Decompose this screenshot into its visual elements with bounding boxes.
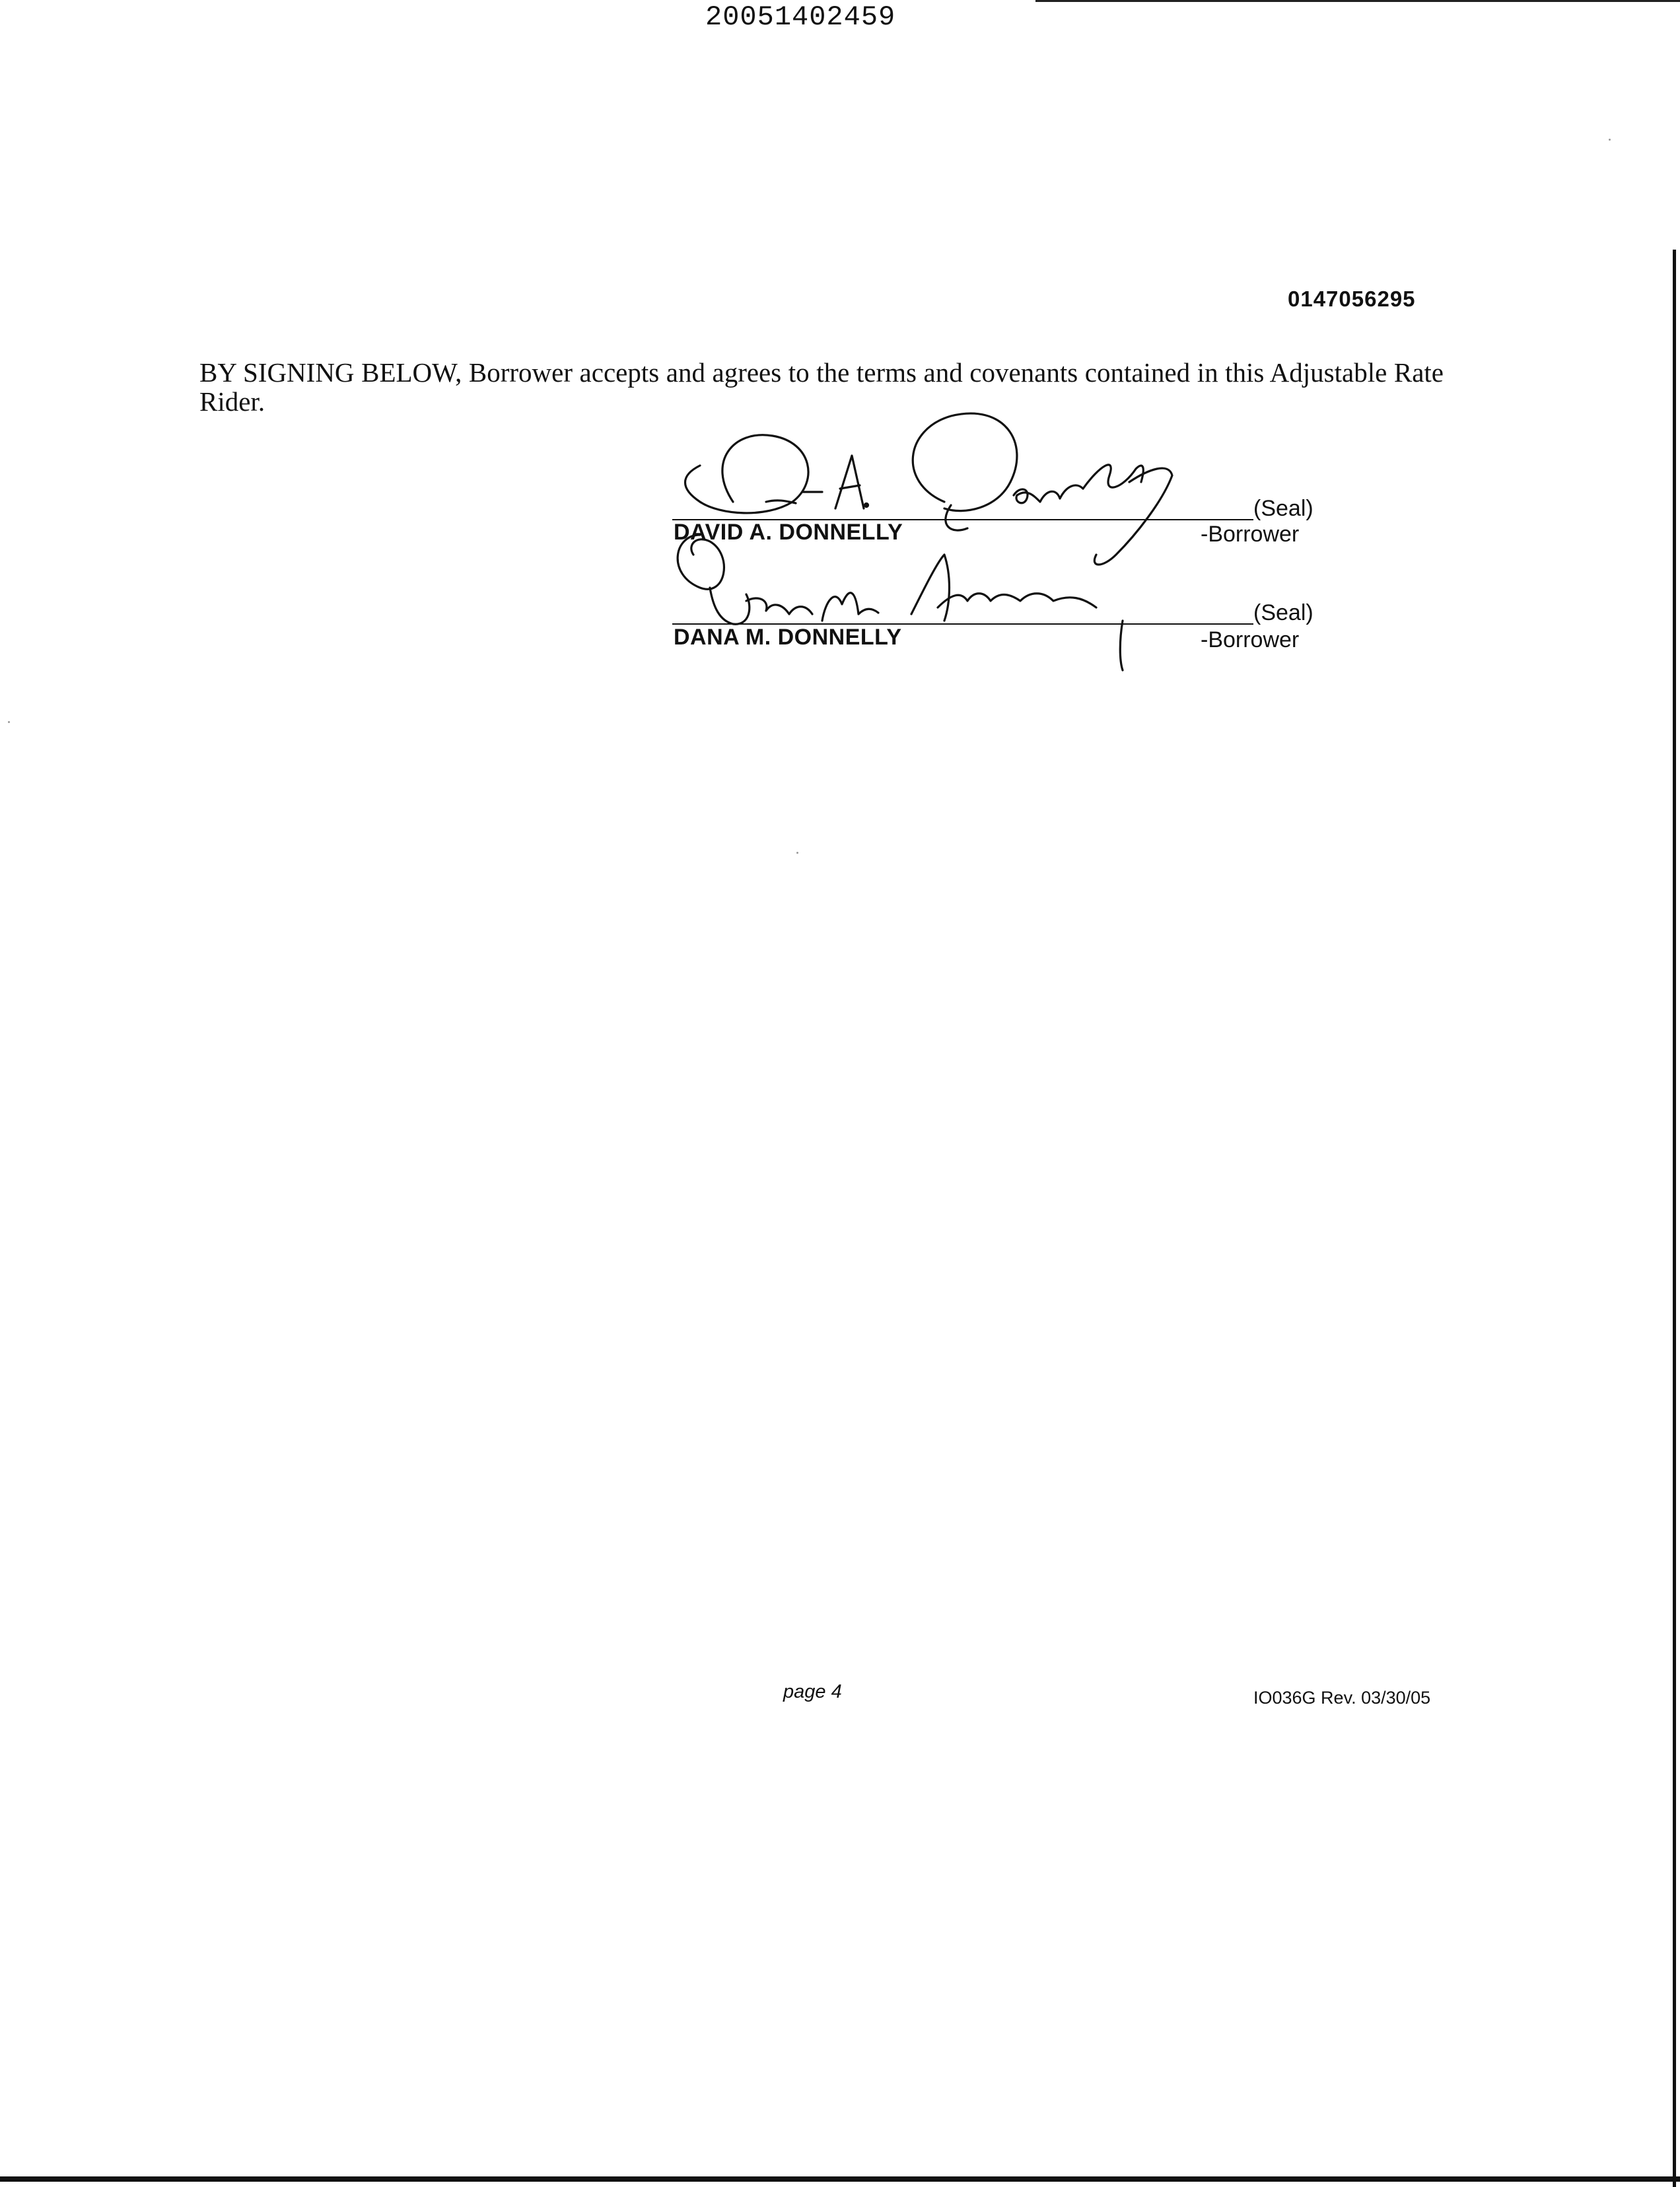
- signature-1-stroke: [835, 456, 864, 508]
- signature-1-stroke: [1083, 465, 1143, 489]
- agreement-text: BY SIGNING BELOW, Borrower accepts and agrees to the terms and covenants contained in this Adjustable Rate Rider.: [199, 357, 1444, 417]
- scan-right-edge: [1673, 250, 1676, 2187]
- signature-2-stroke: [710, 588, 750, 624]
- borrower-role-2: -Borrower: [1201, 627, 1300, 652]
- signature-2-stroke: [822, 593, 878, 621]
- signature-1-stroke: [865, 504, 868, 507]
- form-revision-code: IO036G Rev. 03/30/05: [1253, 1688, 1431, 1708]
- signature-2-stroke: [746, 598, 812, 614]
- scan-speck: [796, 852, 798, 854]
- scan-speck: [1609, 139, 1611, 141]
- borrower-role-1: -Borrower: [1201, 522, 1300, 547]
- scan-bottom-edge: [0, 2176, 1680, 2182]
- scan-speck: [8, 721, 10, 723]
- scan-top-rule: [1035, 0, 1680, 2]
- signature-1-stroke: [946, 505, 967, 530]
- signature-2-stroke: [1120, 621, 1123, 670]
- signature-1-stroke: [1014, 485, 1083, 503]
- signature-1-stroke: [1094, 468, 1172, 565]
- page-number: page 4: [783, 1681, 842, 1702]
- document-stamp-number: 20051402459: [705, 1, 896, 33]
- signature-2-stroke: [911, 555, 950, 621]
- signer-name-2: DANA M. DONNELLY: [674, 625, 902, 650]
- seal-label-2: (Seal): [1253, 600, 1313, 625]
- signature-2-stroke: [678, 535, 724, 589]
- handwritten-signatures: [660, 403, 1228, 680]
- signature-2-stroke: [938, 594, 1096, 608]
- signer-name-1: DAVID A. DONNELLY: [674, 520, 903, 545]
- loan-number: 0147056295: [1288, 287, 1416, 311]
- signature-1-stroke: [766, 501, 796, 503]
- signature-1-stroke: [913, 413, 1017, 511]
- seal-label-1: (Seal): [1253, 496, 1313, 521]
